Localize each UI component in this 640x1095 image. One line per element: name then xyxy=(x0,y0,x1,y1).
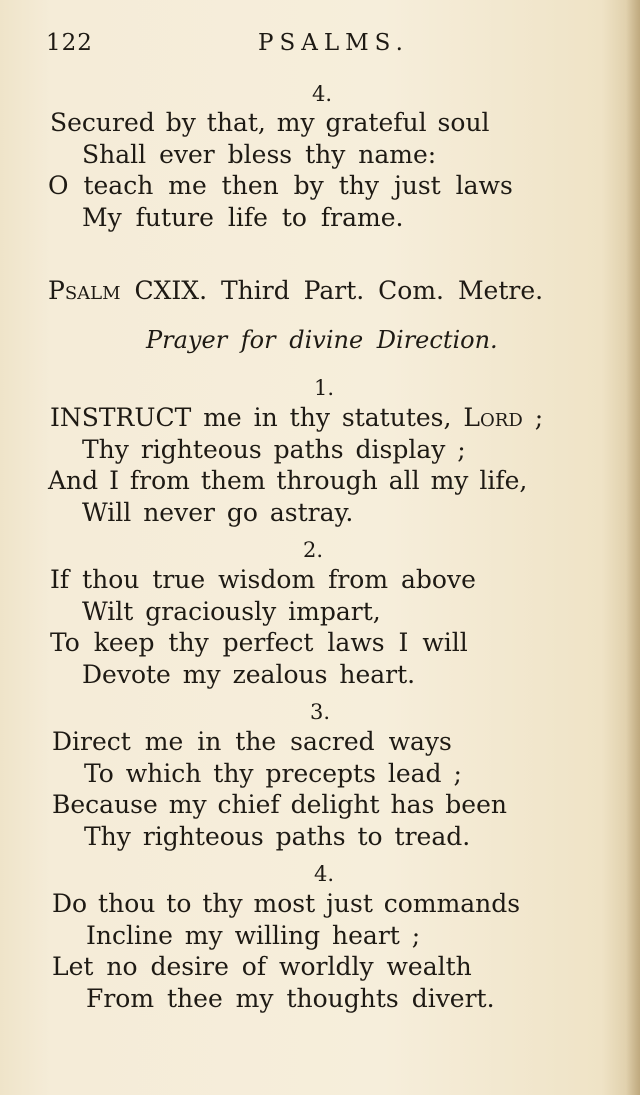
verse-line: Wilt graciously impart, xyxy=(82,597,381,626)
page-number: 122 xyxy=(46,30,93,56)
verse-line: Shall ever bless thy name: xyxy=(82,140,437,169)
verse-line: Let no desire of worldly wealth xyxy=(52,952,472,981)
verse-line: Incline my willing heart ; xyxy=(86,921,421,950)
verse-line-text: INSTRUCT me in thy statutes, xyxy=(50,403,452,432)
stanza-number: 1. xyxy=(314,376,335,400)
stanza-number: 4. xyxy=(314,862,335,886)
verse-line: Thy righteous paths to tread. xyxy=(84,822,471,851)
verse-line: Direct me in the sacred ways xyxy=(52,727,452,756)
running-head: PSALMS. xyxy=(258,30,409,56)
psalm-heading xyxy=(48,276,543,305)
verse-line: Thy righteous paths display ; xyxy=(82,435,466,464)
verse-line: O teach me then by thy just laws xyxy=(48,171,513,200)
verse-line: My future life to frame. xyxy=(82,203,404,232)
verse-line: Devote my zealous heart. xyxy=(82,660,416,689)
page-header xyxy=(46,30,606,64)
verse-line: To which thy precepts lead ; xyxy=(84,759,462,788)
verse-line-lord: Lord ; xyxy=(463,403,544,432)
psalm-title: CXIX. Third Part. Com. Metre. xyxy=(134,276,544,305)
stanza-number: 4. xyxy=(312,82,333,106)
verse-line: And I from them through all my life, xyxy=(48,466,528,495)
psalm-label: Psalm xyxy=(48,276,121,305)
stanza-number: 3. xyxy=(310,700,331,724)
verse-line: From thee my thoughts divert. xyxy=(86,984,495,1013)
verse-line: Will never go astray. xyxy=(82,498,354,527)
psalm-subtitle: Prayer for divine Direction. xyxy=(146,326,498,354)
stanza-number: 2. xyxy=(303,538,324,562)
verse-line: If thou true wisdom from above xyxy=(50,565,476,594)
verse-line: To keep thy perfect laws I will xyxy=(50,628,468,657)
verse-line: Because my chief delight has been xyxy=(52,790,507,819)
verse-line xyxy=(50,405,543,430)
page-edge xyxy=(626,0,640,1095)
verse-line: Secured by that, my grateful soul xyxy=(50,108,490,137)
verse-line: Do thou to thy most just commands xyxy=(52,889,521,918)
